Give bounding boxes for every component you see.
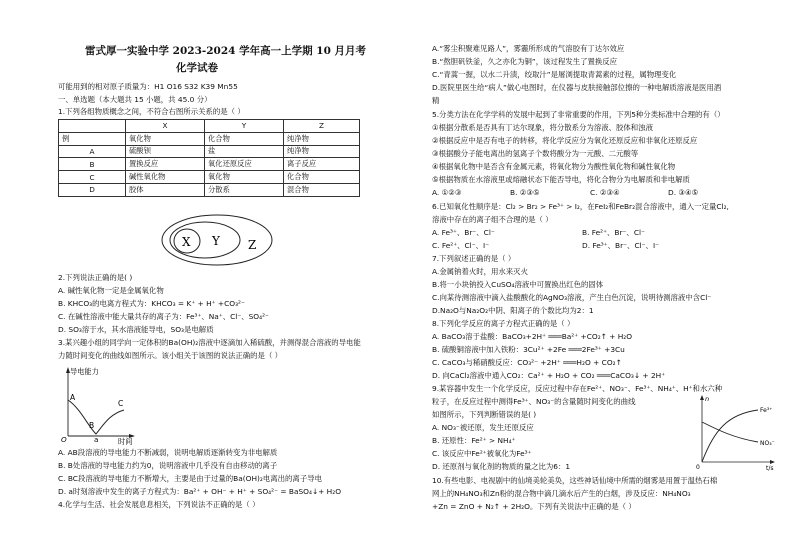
table-row xyxy=(59,183,360,196)
venn-middle-ellipse xyxy=(170,222,240,258)
q9-stem-line2: 粒子，在反应过程中测得Fe³⁺、NO₃⁻的含量随时间变化的曲线 xyxy=(432,397,636,406)
q8-option-a: A. BaCO₃溶于盐酸：BaCO₃+2H⁺ ═══Ba²⁺ +CO₂↑ + H₂O xyxy=(432,332,633,341)
table-cell: Z xyxy=(284,120,360,133)
q7-option-a: A.金属钠着火时，用水来灭火 xyxy=(432,267,528,276)
origin-label: O xyxy=(61,435,67,444)
q6-option-b: B. Fe²⁺、Br⁻、Cl⁻ xyxy=(582,228,645,237)
q3-option-d: D. a时刻溶液中发生的离子方程式为：Ba²⁺ + OH⁻ + H⁺ + SO₄²⁻ = BaSO₄↓+ H₂O xyxy=(58,487,342,496)
exam-title: 雷式厚一实验中学 2023-2024 学年高一上学期 10 月月考 xyxy=(85,45,367,57)
table-cell: 纯净物 xyxy=(284,132,360,145)
table-cell: 化合物 xyxy=(205,132,284,145)
graph-xlabel: t/s xyxy=(766,465,774,472)
table-cell: 例 xyxy=(59,132,126,145)
table-row xyxy=(59,171,360,184)
graph-xlabel: 时间 xyxy=(118,437,133,446)
q9-stem-line3: 如图所示，下列判断错误的是( ) xyxy=(432,410,537,419)
graph-ylabel: n xyxy=(705,395,710,403)
table-cell: 置换反应 xyxy=(126,158,205,171)
table-cell: 碱性氧化物 xyxy=(126,171,205,184)
fe3-curve-label: Fe³⁺ xyxy=(760,407,773,414)
q2-option-d: D. SO₃溶于水，其水溶液能导电，SO₃是电解质 xyxy=(58,325,214,334)
exam-subtitle: 化学试卷 xyxy=(176,62,218,74)
q5-option-a: A. ①②③ xyxy=(432,188,462,197)
table-cell: Y xyxy=(205,120,284,133)
conductivity-curve xyxy=(68,400,124,434)
q7-option-c: C.向某待测溶液中滴入盐酸酸化的AgNO₃溶液，产生白色沉淀，说明待测溶液中含Cl⁻ xyxy=(432,293,712,302)
table-row xyxy=(59,132,360,145)
table-cell: D xyxy=(59,183,126,196)
fe3-curve xyxy=(702,410,758,462)
table-cell: 硫酸钡 xyxy=(126,145,205,158)
table-cell: 氧化物 xyxy=(205,171,284,184)
q9-stem-line1: 9.某容器中发生一个化学反应，反应过程中存在Fe²⁺、NO₃⁻、Fe³⁺、NH₄⁺、H⁺和水六种 xyxy=(432,384,723,393)
graph-ylabel: 导电能力 xyxy=(70,367,99,376)
venn-label-x: X xyxy=(182,235,191,249)
table-cell: A xyxy=(59,145,126,158)
atomic-masses: 可能用到的相对原子质量为：H1 O16 S32 K39 Mn55 xyxy=(58,82,238,91)
q4-option-d-cont: 精 xyxy=(432,96,440,105)
q6-option-a: A. Fe³⁺、Br⁻、Cl⁻ xyxy=(432,228,495,237)
q9-concentration-graph xyxy=(694,392,784,472)
q7-option-d: D.Na₂O与Na₂O₂中阴、阳离子的个数比均为2：1 xyxy=(432,306,594,315)
table-cell: 胶体 xyxy=(126,183,205,196)
q1-table xyxy=(58,119,360,197)
table-cell xyxy=(59,120,126,133)
table-header-row xyxy=(59,120,360,133)
q5-stem: 5.分类方法在化学学科的发展中起到了非常重要的作用，下列5种分类标准中合理的有（） xyxy=(432,110,725,119)
origin-label: 0 xyxy=(696,464,700,471)
point-a-time-label: a xyxy=(94,435,99,444)
q8-stem: 8.下列化学反应的离子方程式正确的是（ ） xyxy=(432,319,575,328)
q5-option-c: C. ②③④ xyxy=(590,188,620,197)
venn-diagram xyxy=(160,212,280,268)
y-axis-arrow-icon xyxy=(700,395,704,400)
q5-item-5: ⑤根据物质在水溶液里或熔融状态下能否导电，将化合物分为电解质和非电解质 xyxy=(432,175,690,184)
q6-option-d: D. Fe³⁺、Br⁻、Cl⁻、I⁻ xyxy=(582,241,660,250)
q4-option-c: C.“青蒿一握，以水二升渍，绞取汁”是屠浏提取青蒿素的过程，属物理变化 xyxy=(432,70,677,79)
table-row xyxy=(59,158,360,171)
no3-curve-label: NO₃⁻ xyxy=(760,440,775,447)
point-a-label: A xyxy=(70,393,76,402)
q3-stem-line2: 力随时间变化的曲线如图所示。该小组关于该图的说法正确的是（ ） xyxy=(58,351,283,360)
q3-stem-line1: 3.某兴趣小组的同学向一定体积的Ba(OH)₂溶液中逐滴加入稀硫酸，并测得混合溶液的导电能 xyxy=(58,338,361,347)
q4-option-a: A.“雾尘积聚难见路人”，雾霾所形成的气溶胶有丁达尔效应 xyxy=(432,44,625,53)
q4-option-d: D.医院里医生给“病人”做心电图时，在仪器与皮肤接触部位擦的一种电解质溶液是医用酒 xyxy=(432,83,722,92)
q6-option-c: C. Fe²⁺、Cl⁻、I⁻ xyxy=(432,241,490,250)
q5-item-1: ①根据分散系是否具有丁达尔现象，将分散系分为溶液、胶体和浊液 xyxy=(432,123,653,132)
table-cell: 混合物 xyxy=(284,183,360,196)
q3-option-c: C. BC段溶液的导电能力不断增大，主要是由于过量的Ba(OH)₂电离出的离子导电 xyxy=(58,474,322,483)
q2-option-b: B. KHCO₃的电离方程式为：KHCO₃ = K⁺ + H⁺ +CO₃²⁻ xyxy=(58,299,245,308)
venn-label-y: Y xyxy=(212,234,220,248)
q5-item-2: ②根据反应中是否有电子的转移，将化学反应分为氧化还原反应和非氧化还原反应 xyxy=(432,136,698,145)
table-cell: B xyxy=(59,158,126,171)
table-cell: 盐 xyxy=(205,145,284,158)
q10-line1: 10.有些电影、电视剧中的仙境美轮美奂，这些神话仙境中所需的烟雾是用置于温热石棉 xyxy=(432,476,718,485)
q2-option-c: C. 在碱性溶液中能大量共存的离子为：Fe³⁺、Na⁺、Cl⁻、SO₄²⁻ xyxy=(58,312,269,321)
q10-line3: +Zn = ZnO + N₂↑ + 2H₂O。下列有关说法中正确的是（ ） xyxy=(432,502,636,511)
table-cell: 氧化物 xyxy=(126,132,205,145)
table-row xyxy=(59,145,360,158)
no3-curve xyxy=(702,422,758,442)
q10-line2: 网上的NH₄NO₃和Zn粉的混合物中滴几滴水后产生的白烟，涉及反应：NH₄NO₃ xyxy=(432,489,691,498)
q5-option-d: D. ③④⑤ xyxy=(668,188,699,197)
point-b-label: B xyxy=(89,421,95,430)
q2-stem: 2.下列说法正确的是( ) xyxy=(58,273,133,282)
q5-item-4: ④根据氧化物中是否含有金属元素，将氧化物分为酸性氧化物和碱性氧化物 xyxy=(432,162,676,171)
table-cell: C xyxy=(59,171,126,184)
q3-option-b: B. B处溶液的导电能力约为0，说明溶液中几乎没有自由移动的离子 xyxy=(58,461,278,470)
q7-option-b: B.将一小块钠投入CuSO₄溶液中可置换出红色的固体 xyxy=(432,280,604,289)
q5-item-3: ③根据酸分子能电离出的氢离子个数将酸分为一元酸、二元酸等 xyxy=(432,149,639,158)
q6-stem-line1: 6.已知氧化性顺序是：Cl₂ > Br₂ > Fe³⁺ > I₂，在FeI₂和FeBr₂混合溶液中，通入一定量Cl₂, xyxy=(432,202,729,211)
q3-option-a: A. AB段溶液的导电能力不断减弱，说明电解质逐渐转变为非电解质 xyxy=(58,448,278,457)
venn-label-z: Z xyxy=(248,238,257,252)
table-cell: 氧化还原反应 xyxy=(205,158,284,171)
q1-stem: 1.下列各组物质概念之间，不符合右图所示关系的是（ ） xyxy=(58,107,245,116)
point-c-label: C xyxy=(118,399,124,408)
q7-stem: 7.下列叙述正确的是（ ） xyxy=(432,254,516,263)
q3-conductivity-graph xyxy=(60,364,170,444)
q8-option-c: C. CaCO₃与稀硝酸反应：CO₃²⁻ +2H⁺ ═══H₂O + CO₂↑ xyxy=(432,358,622,367)
q9-option-c: C. 该反应中Fe²⁺被氧化为Fe³⁺ xyxy=(432,449,532,458)
table-cell: 化合物 xyxy=(284,171,360,184)
q4-option-b: B.“熬胆矾铁釜，久之亦化为铜”，该过程发生了置换反应 xyxy=(432,57,618,66)
q9-option-a: A. NO₃⁻被还原，发生还原反应 xyxy=(432,423,534,432)
q6-stem-line2: 溶液中存在的离子组不合理的是（ ） xyxy=(432,215,553,224)
q4-stem: 4.化学与生活、社会发展息息相关，下列说法不正确的是（ ） xyxy=(58,500,260,509)
table-cell: 分散系 xyxy=(205,183,284,196)
q9-option-b: B. 还原性：Fe²⁺ > NH₄⁺ xyxy=(432,436,516,445)
q2-option-a: A. 碱性氧化物一定是金属氧化物 xyxy=(58,286,164,295)
q8-option-d: D. 向CaCl₂溶液中通入CO₂：Ca²⁺ + H₂O + CO₂ ═══CaCO₃↓ + 2H⁺ xyxy=(432,371,666,380)
table-cell: 纯净物 xyxy=(284,145,360,158)
section-heading: 一、单选题（本大题共 15 小题，共 45.0 分） xyxy=(58,95,212,104)
x-axis-arrow-icon xyxy=(770,460,775,464)
table-cell: X xyxy=(126,120,205,133)
q5-option-b: B. ②③⑤ xyxy=(510,188,540,197)
q8-option-b: B. 硫酸铜溶液中加入铁粉：3Cu²⁺ +2Fe ═══2Fe³⁺ +3Cu xyxy=(432,345,625,354)
table-cell: 离子反应 xyxy=(284,158,360,171)
q9-option-d: D. 还原剂与氧化剂的物质的量之比为6：1 xyxy=(432,462,571,471)
